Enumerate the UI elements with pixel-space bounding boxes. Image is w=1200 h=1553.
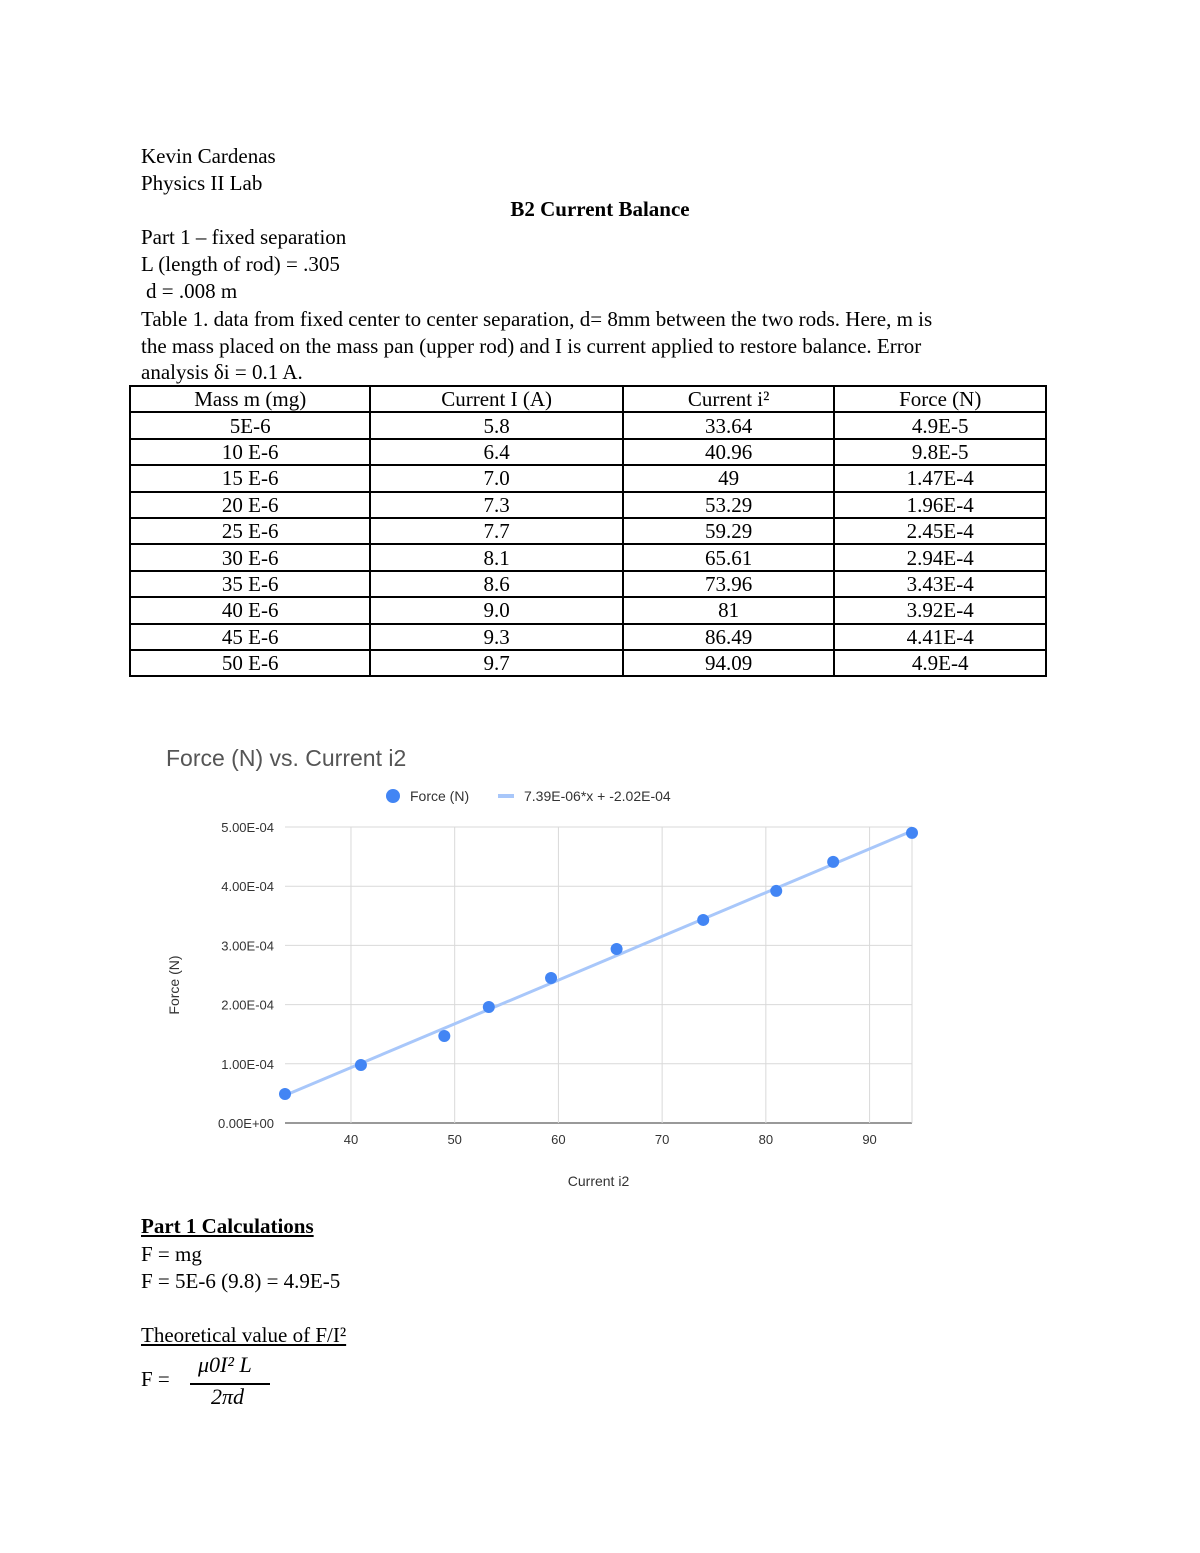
table-row bbox=[130, 571, 1046, 597]
y-tick-label: 0.00E+00 bbox=[217, 1116, 274, 1131]
force-cell: 3.43E-4 bbox=[834, 571, 1046, 597]
table-row bbox=[130, 518, 1046, 544]
current-cell: 7.3 bbox=[370, 492, 622, 518]
data-point bbox=[545, 972, 557, 984]
calculations-heading: Part 1 Calculations bbox=[141, 1214, 314, 1238]
force-cell: 4.9E-4 bbox=[834, 650, 1046, 676]
current-squared-cell: 94.09 bbox=[623, 650, 835, 676]
legend-label-force: Force (N) bbox=[410, 788, 470, 804]
y-axis-label: Force (N) bbox=[166, 955, 182, 1015]
column-header-current-squared: Current i² bbox=[623, 386, 835, 412]
table-row bbox=[130, 650, 1046, 676]
mass-cell: 35 E-6 bbox=[130, 571, 370, 597]
mass-cell: 10 E-6 bbox=[130, 439, 370, 465]
current-cell: 8.1 bbox=[370, 544, 622, 570]
current-cell: 7.7 bbox=[370, 518, 622, 544]
force-cell: 1.96E-4 bbox=[834, 492, 1046, 518]
table-caption-line-2: the mass placed on the mass pan (upper rod) and I is current applied to restore balance. Error bbox=[141, 334, 922, 358]
formula-lhs: F = bbox=[141, 1367, 170, 1391]
force-vs-current-chart bbox=[150, 730, 930, 1200]
current-cell: 5.8 bbox=[370, 412, 622, 438]
current-squared-cell: 59.29 bbox=[623, 518, 835, 544]
force-cell: 2.45E-4 bbox=[834, 518, 1046, 544]
data-point bbox=[827, 856, 839, 868]
current-squared-cell: 40.96 bbox=[623, 439, 835, 465]
part1-heading: Part 1 – fixed separation bbox=[141, 225, 347, 249]
trendline bbox=[285, 831, 912, 1095]
y-tick-label: 4.00E-04 bbox=[221, 879, 274, 895]
current-cell: 8.6 bbox=[370, 571, 622, 597]
data-point bbox=[770, 885, 782, 897]
current-cell: 6.4 bbox=[370, 439, 622, 465]
table-row bbox=[130, 624, 1046, 650]
y-tick-label: 5.00E-04 bbox=[221, 820, 274, 835]
mass-cell: 15 E-6 bbox=[130, 465, 370, 491]
table-header-row bbox=[130, 386, 1046, 412]
rod-length: L (length of rod) = .305 bbox=[141, 252, 340, 276]
current-squared-cell: 81 bbox=[623, 597, 835, 623]
data-point bbox=[355, 1059, 367, 1071]
mass-cell: 40 E-6 bbox=[130, 597, 370, 623]
force-cell: 1.47E-4 bbox=[834, 465, 1046, 491]
legend-label-trendline: 7.39E-06*x + -2.02E-04 bbox=[524, 788, 671, 804]
table-row bbox=[130, 439, 1046, 465]
current-cell: 9.7 bbox=[370, 650, 622, 676]
force-cell: 3.92E-4 bbox=[834, 597, 1046, 623]
column-header-mass: Mass m (mg) bbox=[130, 386, 370, 412]
formula-denominator: 2πd bbox=[211, 1384, 245, 1409]
mass-cell: 30 E-6 bbox=[130, 544, 370, 570]
current-squared-cell: 65.61 bbox=[623, 544, 835, 570]
legend-marker-force bbox=[386, 789, 400, 803]
current-squared-cell: 73.96 bbox=[623, 571, 835, 597]
data-table bbox=[129, 385, 1047, 677]
equation-force-mg: F = mg bbox=[141, 1242, 202, 1266]
force-cell: 9.8E-5 bbox=[834, 439, 1046, 465]
data-point bbox=[438, 1030, 450, 1042]
x-tick-label: 50 bbox=[447, 1132, 462, 1147]
current-squared-cell: 49 bbox=[623, 465, 835, 491]
column-header-force: Force (N) bbox=[834, 386, 1046, 412]
table-row bbox=[130, 492, 1046, 518]
formula-numerator: μ0I² L bbox=[198, 1352, 252, 1377]
force-cell: 4.9E-5 bbox=[834, 412, 1046, 438]
table-row bbox=[130, 597, 1046, 623]
table-caption-line-1: Table 1. data from fixed center to center separation, d= 8mm between the two rods. Here, m is bbox=[141, 307, 933, 331]
force-cell: 4.41E-4 bbox=[834, 624, 1046, 650]
data-point bbox=[906, 827, 918, 839]
current-cell: 7.0 bbox=[370, 465, 622, 491]
x-tick-label: 40 bbox=[343, 1132, 359, 1147]
author-line: Kevin Cardenas bbox=[141, 144, 276, 168]
x-tick-label: 80 bbox=[758, 1132, 774, 1147]
chart-svg bbox=[150, 730, 930, 1200]
table-row bbox=[130, 412, 1046, 438]
data-point bbox=[611, 943, 623, 955]
mass-cell: 50 E-6 bbox=[130, 650, 370, 676]
current-squared-cell: 86.49 bbox=[623, 624, 835, 650]
mass-cell: 20 E-6 bbox=[130, 492, 370, 518]
table-caption-line-3: analysis δi = 0.1 A. bbox=[141, 360, 303, 384]
table-row bbox=[130, 465, 1046, 491]
x-axis-label: Current i2 bbox=[567, 1173, 630, 1189]
mass-cell: 25 E-6 bbox=[130, 518, 370, 544]
equation-force-value: F = 5E-6 (9.8) = 4.9E-5 bbox=[141, 1269, 341, 1293]
mass-cell: 5E-6 bbox=[130, 412, 370, 438]
data-point bbox=[279, 1088, 291, 1100]
data-point bbox=[697, 914, 709, 926]
course-line: Physics II Lab bbox=[141, 171, 263, 195]
rod-separation: d = .008 m bbox=[146, 279, 238, 303]
current-squared-cell: 33.64 bbox=[623, 412, 835, 438]
page-title: B2 Current Balance bbox=[510, 197, 690, 221]
data-point bbox=[483, 1001, 495, 1013]
column-header-current: Current I (A) bbox=[370, 386, 622, 412]
force-cell: 2.94E-4 bbox=[834, 544, 1046, 570]
chart-title: Force (N) vs. Current i2 bbox=[166, 745, 407, 771]
current-cell: 9.0 bbox=[370, 597, 622, 623]
x-tick-label: 90 bbox=[862, 1132, 877, 1147]
y-tick-label: 2.00E-04 bbox=[221, 997, 274, 1013]
y-tick-label: 3.00E-04 bbox=[221, 938, 274, 954]
current-squared-cell: 53.29 bbox=[623, 492, 835, 518]
y-tick-label: 1.00E-04 bbox=[221, 1056, 274, 1072]
x-tick-label: 70 bbox=[654, 1132, 670, 1147]
x-tick-label: 60 bbox=[551, 1132, 566, 1147]
theoretical-heading: Theoretical value of F/I² bbox=[141, 1323, 347, 1347]
mass-cell: 45 E-6 bbox=[130, 624, 370, 650]
table-row bbox=[130, 544, 1046, 570]
current-cell: 9.3 bbox=[370, 624, 622, 650]
